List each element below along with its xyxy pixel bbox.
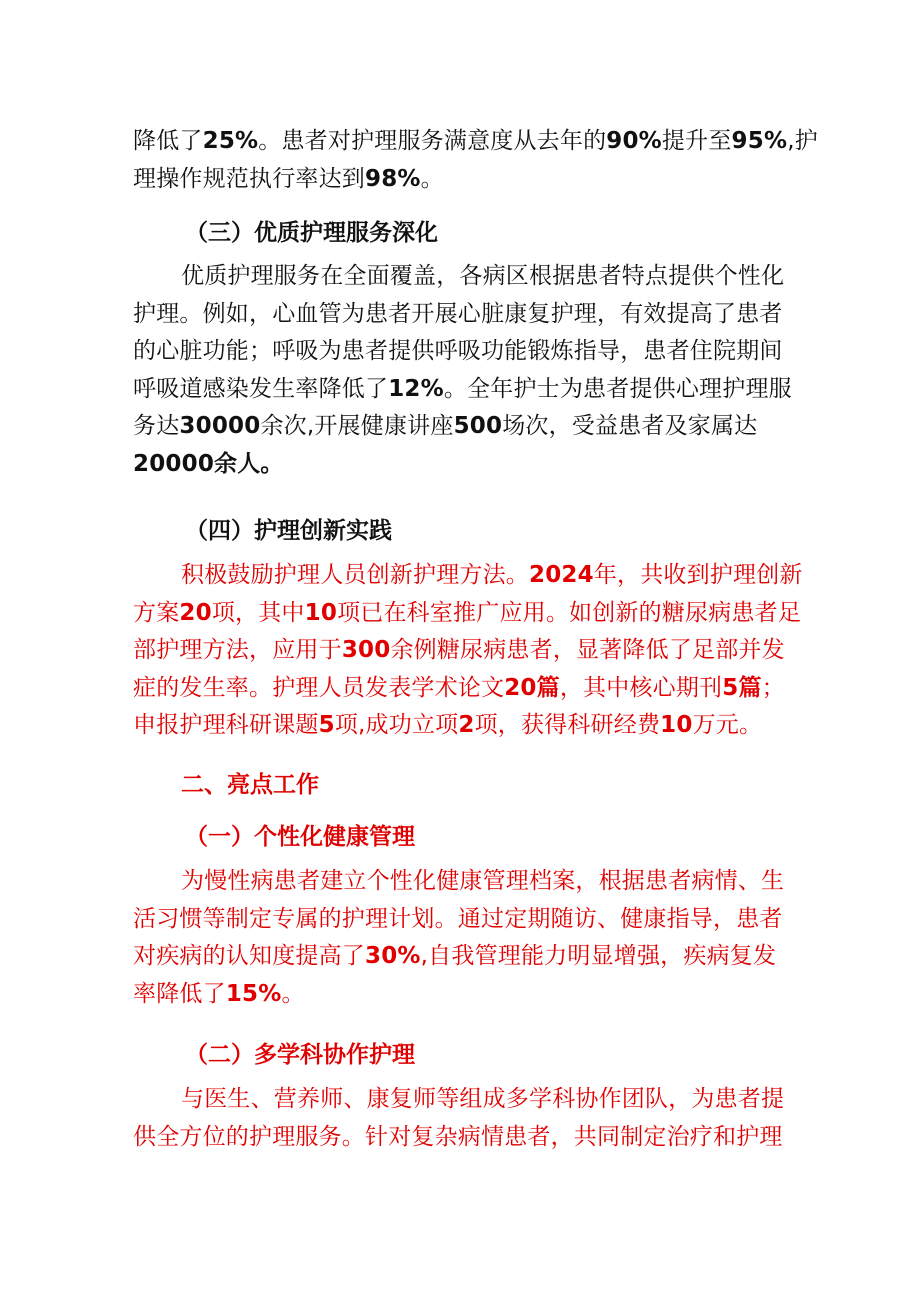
paragraph-quality-care <box>133 258 793 483</box>
section-heading-4: （四）护理创新实践 <box>185 518 392 544</box>
text-line: 为慢性病患者建立个性化健康管理档案，根据患者病情、生 <box>181 868 785 894</box>
text-line: 部护理方法，应用于300余例糖尿病患者，显著降低了足部并发 <box>133 637 785 663</box>
text-line: 护理。例如，心血管为患者开展心脏康复护理，有效提高了患者 <box>133 300 783 327</box>
text-line: 对疾病的认知度提高了30%,自我管理能力明显增强，疾病复发 <box>133 943 777 969</box>
paragraph-satisfaction <box>133 123 818 198</box>
text-line: 申报护理科研课题5项,成功立项2项，获得科研经费10万元。 <box>133 712 763 738</box>
text-line: 症的发生率。护理人员发表学术论文20篇，其中核心期刊5篇； <box>133 674 785 701</box>
paragraph-health-management <box>133 863 793 1013</box>
text-line: 与医生、营养师、康复师等组成多学科协作团队，为患者提 <box>181 1086 785 1112</box>
text-line: 活习惯等制定专属的护理计划。通过定期随访、健康指导，患者 <box>133 905 783 932</box>
text-line: 优质护理服务在全面覆盖，各病区根据患者特点提供个性化 <box>181 263 785 289</box>
text-line: 方案20项，其中10项已在科室推广应用。如创新的糖尿病患者足 <box>133 599 802 626</box>
text-line: 呼吸道感染发生率降低了12%。全年护士为患者提供心理护理服 <box>133 375 792 402</box>
text-line: 供全方位的护理服务。针对复杂病情患者，共同制定治疗和护理 <box>133 1123 783 1150</box>
main-heading-highlights: 二、亮点工作 <box>181 772 319 798</box>
text-line: 降低了25%。患者对护理服务满意度从去年的90%提升至95%,护 <box>133 128 818 154</box>
section-heading-1: （一）个性化健康管理 <box>185 824 415 850</box>
text-line: 积极鼓励护理人员创新护理方法。2024年，共收到护理创新 <box>181 562 803 588</box>
section-heading-3: （三）优质护理服务深化 <box>185 220 438 246</box>
text-line: 理操作规范执行率达到98%。 <box>133 165 444 192</box>
paragraph-multidisciplinary <box>133 1081 793 1156</box>
text-line: 20000余人。 <box>133 450 284 477</box>
section-heading-2: （二）多学科协作护理 <box>185 1042 415 1068</box>
text-line: 务达30000余次,开展健康讲座500场次，受益患者及家属达 <box>133 413 758 439</box>
text-line: 率降低了15%。 <box>133 980 305 1007</box>
text-line: 的心脏功能；呼吸为患者提供呼吸功能锻炼指导，患者住院期间 <box>133 338 783 364</box>
paragraph-innovation <box>133 557 803 745</box>
